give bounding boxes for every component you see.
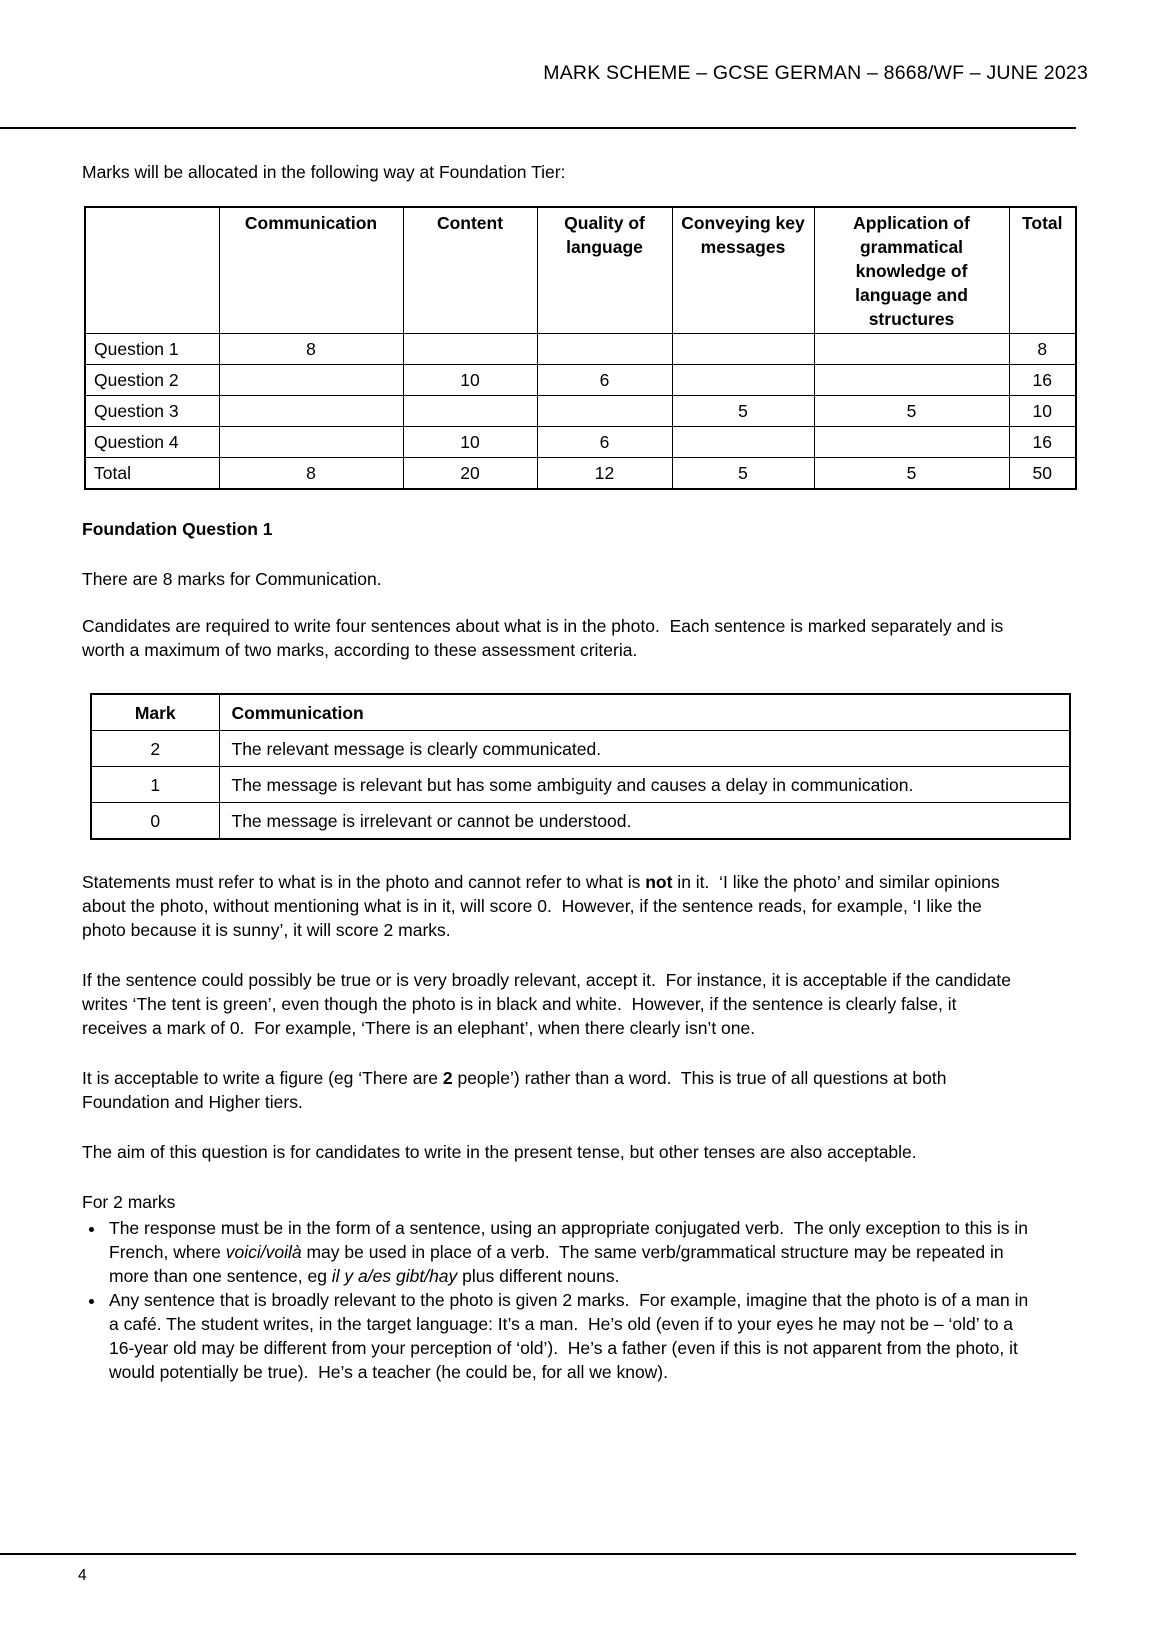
table-row bbox=[85, 458, 1076, 490]
table-cell: 5 bbox=[814, 458, 1009, 490]
table-cell: 10 bbox=[1009, 396, 1076, 427]
table-cell bbox=[537, 334, 672, 365]
table-cell: 8 bbox=[219, 334, 403, 365]
table-cell: 50 bbox=[1009, 458, 1076, 490]
guidance-figure bbox=[82, 1066, 1026, 1114]
text-segment: Statements must refer to what is in the photo and cannot refer to what is bbox=[82, 872, 646, 892]
list-item bbox=[106, 1288, 1034, 1384]
table-cell: Question 4 bbox=[85, 427, 219, 458]
intro-text: Marks will be allocated in the following way at Foundation Tier: bbox=[82, 162, 566, 182]
mark-allocation-table bbox=[84, 206, 1077, 490]
table-cell: Question 2 bbox=[85, 365, 219, 396]
table-header-cell: Quality of language bbox=[537, 207, 672, 334]
table-cell: 8 bbox=[1009, 334, 1076, 365]
text-segment: may be used in place of a verb. The same verb/grammatical structure may be repeated in more than one sentence, eg bbox=[109, 1242, 1009, 1286]
table-cell: 16 bbox=[1009, 365, 1076, 396]
table-cell: 16 bbox=[1009, 427, 1076, 458]
table-header-cell: Communication bbox=[219, 694, 1070, 731]
table-cell: 1 bbox=[91, 767, 219, 803]
table-cell bbox=[403, 396, 537, 427]
table-cell: 0 bbox=[91, 803, 219, 840]
table-cell: The message is irrelevant or cannot be understood. bbox=[219, 803, 1070, 840]
for-2-marks-label: For 2 marks bbox=[82, 1192, 176, 1212]
communication-criteria-table bbox=[90, 693, 1071, 840]
table-cell bbox=[672, 334, 814, 365]
table-cell: 5 bbox=[672, 396, 814, 427]
list-item bbox=[106, 1216, 1033, 1288]
candidates-note: Candidates are required to write four sentences about what is in the photo. Each sentence is marked separately and is worth a maximum of two marks, according to these assessment criteria. bbox=[82, 616, 1009, 660]
text-segment: 2 bbox=[442, 1068, 453, 1088]
table-cell: 6 bbox=[537, 365, 672, 396]
table-cell: 20 bbox=[403, 458, 537, 490]
table-header-cell: Mark bbox=[91, 694, 219, 731]
table-cell bbox=[537, 396, 672, 427]
marks-note: There are 8 marks for Communication. bbox=[82, 569, 382, 589]
table-cell: 5 bbox=[814, 396, 1009, 427]
text-segment: not bbox=[645, 872, 673, 892]
table-header-row bbox=[85, 207, 1076, 334]
table-cell bbox=[814, 334, 1009, 365]
table-cell bbox=[219, 396, 403, 427]
table-header-cell: Application of grammatical knowledge of language and structures bbox=[814, 207, 1009, 334]
table-cell bbox=[219, 427, 403, 458]
table-cell bbox=[219, 365, 403, 396]
table-cell: The message is relevant but has some ambiguity and causes a delay in communication. bbox=[219, 767, 1070, 803]
guidance-broadly-true: If the sentence could possibly be true or is very broadly relevant, accept it. For instance, it is acceptable if the candidate writes ‘The tent is green’, even though the photo is in black and white. However, if the sentence is clearly false, it receives a mark of 0. For example, ‘There is an elephant’, when there clearly isn’t one. bbox=[82, 970, 1016, 1038]
text-segment: in it. ‘I like the photo’ and similar opinions about the photo, without mentioning what is in it, will score 0. However, if the sentence reads, for example, ‘I like the photo because it is sunny’, it will score 2 marks. bbox=[82, 872, 1005, 940]
table-cell: 10 bbox=[403, 427, 537, 458]
table-cell: 10 bbox=[403, 365, 537, 396]
text-segment: It is acceptable to write a figure (eg ‘There are bbox=[82, 1068, 443, 1088]
page-number: 4 bbox=[78, 1567, 87, 1584]
text-segment: The response must be in the form of a sentence, using an appropriate conjugated verb. The only exception to this is in French, where bbox=[109, 1218, 1033, 1262]
section-heading: Foundation Question 1 bbox=[82, 519, 273, 539]
table-cell: 2 bbox=[91, 731, 219, 767]
text-segment: il y a/es gibt/hay bbox=[331, 1266, 458, 1286]
table-cell: Question 3 bbox=[85, 396, 219, 427]
table-cell: 8 bbox=[219, 458, 403, 490]
table-row bbox=[91, 767, 1070, 803]
table-header-cell: Conveying key messages bbox=[672, 207, 814, 334]
table-row bbox=[85, 365, 1076, 396]
table-cell bbox=[672, 427, 814, 458]
page-title: MARK SCHEME – GCSE GERMAN – 8668/WF – JUNE 2023 bbox=[543, 62, 1088, 84]
guidance-statements bbox=[82, 870, 1026, 942]
guidance-aim: The aim of this question is for candidates to write in the present tense, but other tenses are also acceptable. bbox=[82, 1142, 917, 1162]
guidance-bullet-list bbox=[82, 1216, 1034, 1384]
table-cell: 6 bbox=[537, 427, 672, 458]
table-header-cell: Content bbox=[403, 207, 537, 334]
table-header-cell: Communication bbox=[219, 207, 403, 334]
text-segment: Any sentence that is broadly relevant to the photo is given 2 marks. For example, imagine that the photo is of a man in a café. The student writes, in the target language: It’s a man. He’s old (even if to your eyes he may not be – ‘old’ to a 16-year old may be different from your perception of ‘old’). He’s a father (even if this is not apparent from the photo, it would potentially be true). He’s a teacher (he could be, for all we know). bbox=[109, 1290, 1034, 1382]
table-cell: The relevant message is clearly communicated. bbox=[219, 731, 1070, 767]
table-header-row bbox=[91, 694, 1070, 731]
table-cell: Total bbox=[85, 458, 219, 490]
text-segment: people’) rather than a word. This is true of all questions at both Foundation and Higher tiers. bbox=[82, 1068, 952, 1112]
text-segment: plus different nouns. bbox=[457, 1266, 620, 1286]
header-divider bbox=[0, 127, 1076, 129]
table-cell: 12 bbox=[537, 458, 672, 490]
footer-divider bbox=[0, 1553, 1076, 1555]
table-cell: 5 bbox=[672, 458, 814, 490]
text-segment: voici/voilà bbox=[225, 1242, 302, 1262]
table-row bbox=[85, 427, 1076, 458]
table-header-cell: Total bbox=[1009, 207, 1076, 334]
table-cell bbox=[814, 365, 1009, 396]
table-cell: Question 1 bbox=[85, 334, 219, 365]
table-cell bbox=[814, 427, 1009, 458]
table-row bbox=[91, 731, 1070, 767]
table-header-cell bbox=[85, 207, 219, 334]
table-row bbox=[85, 396, 1076, 427]
table-row bbox=[85, 334, 1076, 365]
table-row bbox=[91, 803, 1070, 840]
page-content bbox=[0, 160, 1158, 1384]
table-cell bbox=[672, 365, 814, 396]
table-cell bbox=[403, 334, 537, 365]
